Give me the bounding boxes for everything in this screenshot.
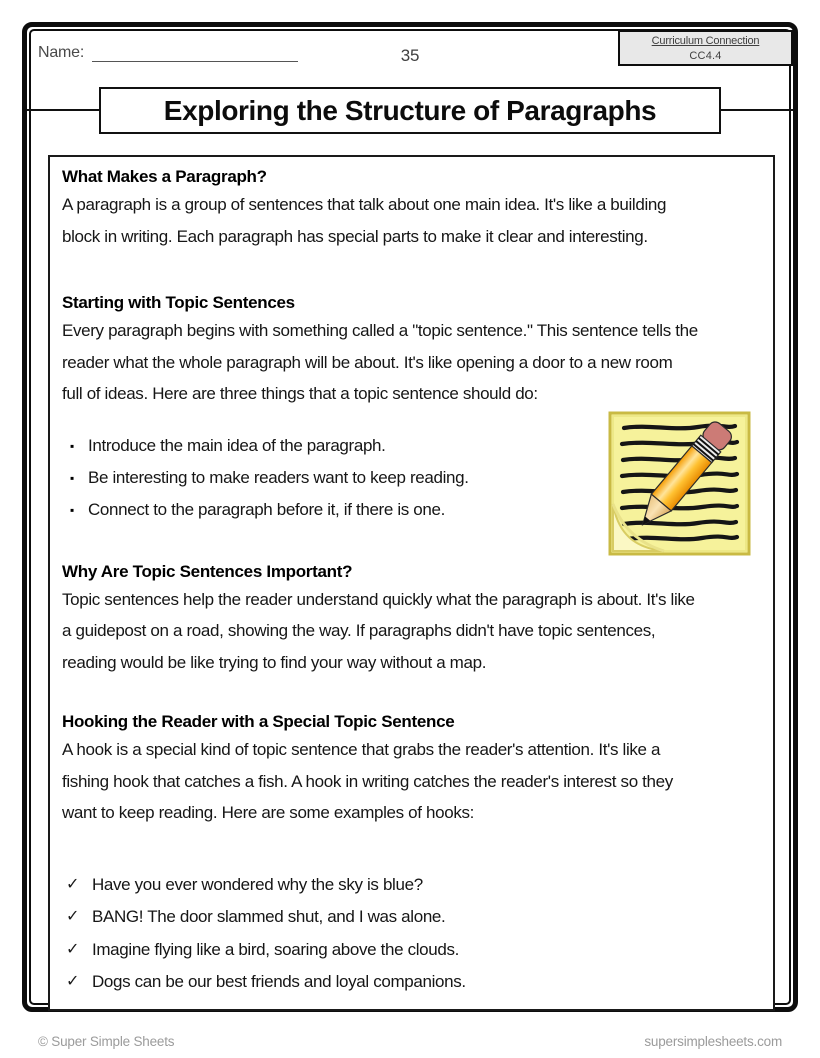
curriculum-connection-badge (618, 30, 793, 66)
section2-text-line: reader what the whole paragraph will be about. It's like opening a door to a new room (62, 352, 673, 372)
section2-heading: Starting with Topic Sentences (62, 293, 295, 312)
list-item-text: BANG! The door slammed shut, and I was alone. (92, 907, 446, 926)
footer-website-link[interactable]: supersimplesheets.com (644, 1034, 782, 1049)
section2-text-line: full of ideas. Here are three things that a topic sentence should do: (62, 384, 538, 403)
list-item-text: Connect to the paragraph before it, if there is one. (88, 499, 445, 519)
section4-text-line: want to keep reading. Here are some examples of hooks: (62, 803, 475, 822)
checkmark-icon: ✓ (66, 940, 80, 958)
section3-text-line: Topic sentences help the reader understand quickly what the paragraph is about. It's like (62, 589, 695, 609)
list-item-text: Introduce the main idea of the paragraph. (88, 435, 386, 455)
curriculum-connection-code: CC4.4 (689, 50, 722, 62)
list-item (62, 869, 761, 902)
name-label: Name: (38, 44, 85, 61)
pencil-note-clipart-svg (608, 411, 752, 557)
list-item-text: Imagine flying like a bird, soaring above the clouds. (92, 939, 460, 959)
checkmark-icon: ✓ (66, 908, 80, 925)
square-bullet-icon: ▪ (70, 502, 75, 517)
list-item-text: Be interesting to make readers want to keep reading. (88, 467, 469, 487)
section1-text-line: A paragraph is a group of sentences that talk about one main idea. It's like a building (62, 195, 667, 214)
section3-text-line: reading would be like trying to find your way without a map. (62, 652, 487, 672)
section3-heading: Why Are Topic Sentences Important? (62, 561, 353, 581)
page-number: 35 (400, 46, 420, 65)
list-item (62, 966, 761, 999)
section4-text-line: fishing hook that catches a fish. A hook in writing catches the reader's interest so they (62, 771, 673, 791)
section2-text-line: Every paragraph begins with something called a "topic sentence." This sentence tells the (62, 321, 698, 340)
curriculum-connection-title: Curriculum Connection (651, 35, 760, 47)
checkmark-icon: ✓ (66, 973, 80, 990)
hook-examples-list (62, 869, 761, 999)
footer-copyright: © Super Simple Sheets (38, 1034, 175, 1049)
list-item-text: Dogs can be our best friends and loyal companions. (92, 972, 466, 991)
list-item-text: Have you ever wondered why the sky is blue? (92, 874, 423, 894)
list-item (62, 934, 761, 967)
checkmark-icon: ✓ (66, 875, 80, 893)
section1-text-line: block in writing. Each paragraph has special parts to make it clear and interesting. (62, 226, 648, 246)
pencil-note-illustration (608, 411, 752, 557)
section3-text-line: a guidepost on a road, showing the way. If paragraphs didn't have topic sentences, (62, 621, 656, 640)
title-banner (99, 87, 721, 134)
page-title: Exploring the Structure of Paragraphs (163, 94, 657, 126)
list-item (62, 901, 761, 934)
section1-heading: What Makes a Paragraph? (62, 167, 267, 186)
square-bullet-icon: ▪ (70, 470, 75, 485)
worksheet-content-box (48, 155, 775, 1011)
square-bullet-icon: ▪ (70, 438, 75, 453)
section4-text-line: A hook is a special kind of topic sentence that grabs the reader's attention. It's like a (62, 740, 661, 759)
section4-heading: Hooking the Reader with a Special Topic Sentence (62, 712, 455, 731)
